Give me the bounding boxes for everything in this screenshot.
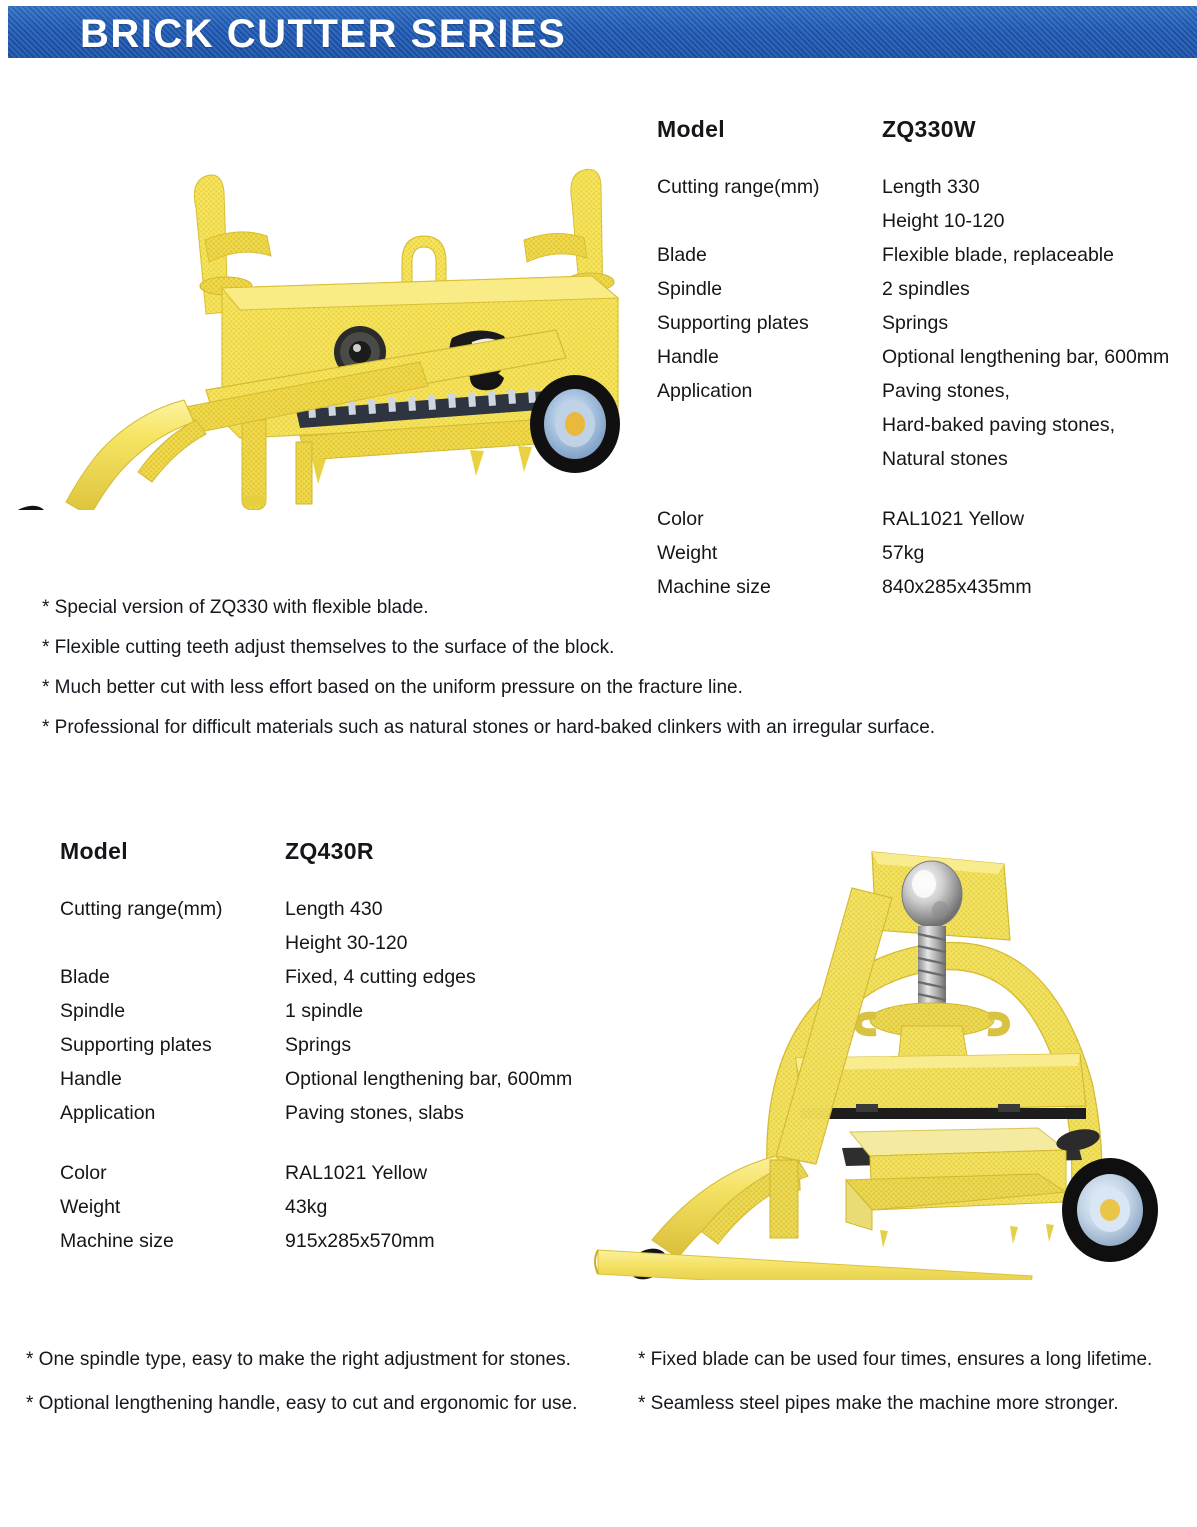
spec-value: Fixed, 4 cutting edges bbox=[285, 966, 476, 988]
spec-title-label: Model bbox=[60, 838, 128, 864]
machine-wheel bbox=[530, 375, 620, 473]
spec-label: Color bbox=[657, 508, 704, 530]
spec-label: Weight bbox=[60, 1196, 121, 1218]
spec-label: Application bbox=[657, 380, 753, 402]
spec-label: Supporting plates bbox=[60, 1034, 212, 1056]
spec-label: Machine size bbox=[657, 576, 771, 598]
note-item: * Much better cut with less effort based on the uniform pressure on the fracture line. bbox=[42, 677, 743, 698]
product-photo-zq430r bbox=[580, 830, 1197, 1280]
note-item: * Professional for difficult materials such as natural stones or hard-baked clinkers with an irregular surface. bbox=[42, 717, 936, 738]
spec-value: Length 330 bbox=[882, 176, 980, 198]
spec-value: Optional lengthening bar, 600mm bbox=[285, 1068, 573, 1090]
note-item: * One spindle type, easy to make the right adjustment for stones. bbox=[26, 1349, 571, 1370]
spec-label: Machine size bbox=[60, 1230, 174, 1252]
spec-value: Height 10-120 bbox=[882, 210, 1005, 232]
spec-value: Paving stones, bbox=[882, 380, 1010, 402]
spec-label: Color bbox=[60, 1162, 107, 1184]
note-item: * Seamless steel pipes make the machine more stronger. bbox=[638, 1393, 1119, 1414]
spec-value: RAL1021 Yellow bbox=[882, 508, 1025, 530]
spec-label: Spindle bbox=[657, 278, 723, 300]
spec-label: Blade bbox=[657, 244, 707, 266]
spec-label: Spindle bbox=[60, 1000, 126, 1022]
note-item: * Optional lengthening handle, easy to cut and ergonomic for use. bbox=[26, 1393, 578, 1414]
spec-value: 2 spindles bbox=[882, 278, 970, 300]
spec-label: Handle bbox=[657, 346, 719, 368]
spec-label: Supporting plates bbox=[657, 312, 809, 334]
note-item: * Flexible cutting teeth adjust themselves to the surface of the block. bbox=[42, 637, 615, 658]
spec-value: 1 spindle bbox=[285, 1000, 364, 1022]
spec-value: 840x285x435mm bbox=[882, 576, 1032, 598]
lengthening-bar bbox=[595, 1250, 1032, 1280]
spec-title-label: Model bbox=[657, 116, 725, 142]
spec-title-value: ZQ430R bbox=[285, 838, 374, 864]
spec-label: Handle bbox=[60, 1068, 122, 1090]
spec-value: Length 430 bbox=[285, 898, 383, 920]
machine-body-group bbox=[4, 169, 618, 510]
notes-zq330w bbox=[42, 597, 935, 757]
notes-zq430r-right bbox=[638, 1349, 1152, 1437]
spec-value: Flexible blade, replaceable bbox=[882, 244, 1114, 266]
spec-value: Hard-baked paving stones, bbox=[882, 414, 1116, 436]
spec-label: Blade bbox=[60, 966, 110, 988]
spec-value: Optional lengthening bar, 600mm bbox=[882, 346, 1170, 368]
page-title: BRICK CUTTER SERIES bbox=[80, 12, 567, 56]
spec-value: 915x285x570mm bbox=[285, 1230, 435, 1252]
spec-label: Cutting range(mm) bbox=[657, 176, 820, 198]
spec-value: Natural stones bbox=[882, 448, 1008, 470]
spec-value: 43kg bbox=[285, 1196, 328, 1218]
spec-value: RAL1021 Yellow bbox=[285, 1162, 428, 1184]
notes-zq430r-left bbox=[26, 1349, 577, 1437]
page-header-banner bbox=[8, 6, 1197, 58]
spec-value: Paving stones, slabs bbox=[285, 1102, 464, 1124]
spec-label: Application bbox=[60, 1102, 156, 1124]
spec-value: Springs bbox=[882, 312, 949, 334]
spec-label: Weight bbox=[657, 542, 718, 564]
note-item: * Fixed blade can be used four times, ensures a long lifetime. bbox=[638, 1349, 1153, 1370]
spec-value: 57kg bbox=[882, 542, 925, 564]
note-item: * Special version of ZQ330 with flexible blade. bbox=[42, 597, 429, 618]
spec-value: Springs bbox=[285, 1034, 352, 1056]
machine-wheel bbox=[1062, 1158, 1158, 1262]
spec-label: Cutting range(mm) bbox=[60, 898, 223, 920]
product-photo-zq330w bbox=[0, 90, 660, 510]
spec-value: Height 30-120 bbox=[285, 932, 408, 954]
spec-title-value: ZQ330W bbox=[882, 116, 976, 142]
